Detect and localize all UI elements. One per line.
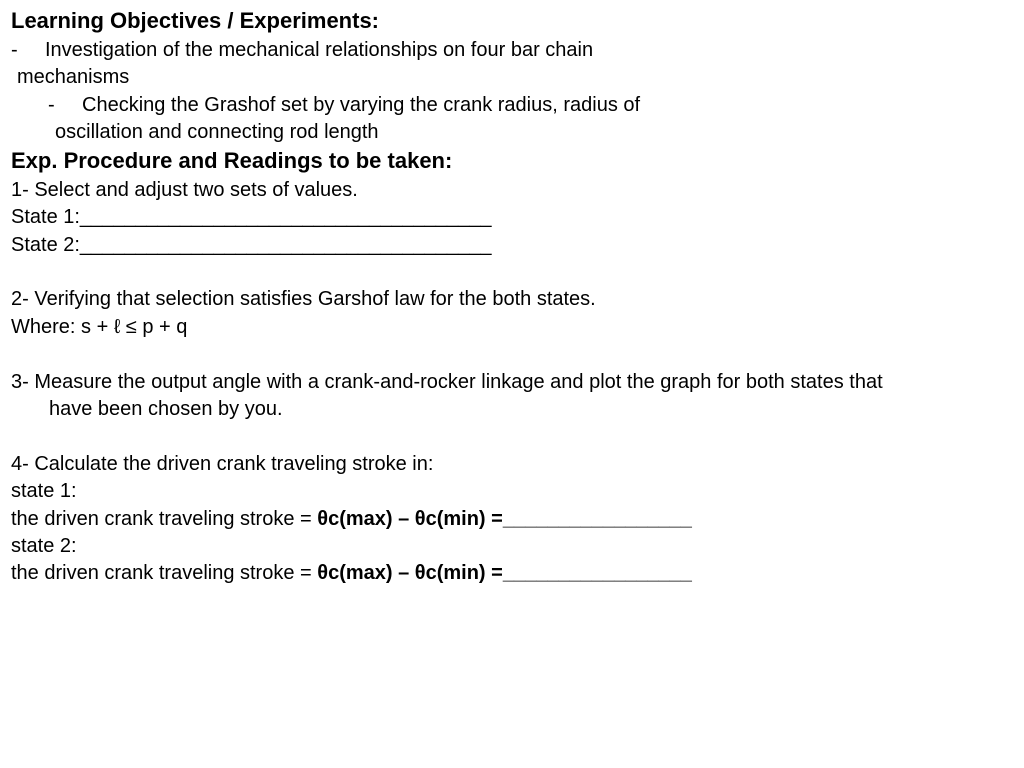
stroke-line-1 (11, 507, 692, 531)
procedure-step-3: 3- Measure the output angle with a crank-and-rocker linkage and plot the graph for both states that (11, 371, 883, 393)
bullet-marker: - (11, 39, 18, 61)
state-2-field: State 2:_____________________________________ (11, 234, 492, 256)
objective-item-2-text: Checking the Grashof set by varying the crank radius, radius of (82, 94, 641, 116)
objective-item-2 (48, 93, 640, 117)
stroke-formula-2: θc(max) – θc(min) =_________________ (317, 562, 692, 584)
sub-bullet-marker: - (48, 94, 55, 116)
procedure-step-1: 1- Select and adjust two sets of values. (11, 179, 358, 201)
objective-item-2-continued: oscillation and connecting rod length (55, 121, 379, 143)
objective-item-1-text: Investigation of the mechanical relationships on four bar chain (45, 39, 594, 61)
objectives-heading: Learning Objectives / Experiments: (11, 8, 380, 33)
state-1-label: state 1: (11, 480, 77, 502)
stroke-prefix-2: the driven crank traveling stroke = (11, 562, 318, 584)
procedure-step-4: 4- Calculate the driven crank traveling stroke in: (11, 453, 434, 475)
procedure-heading: Exp. Procedure and Readings to be taken: (11, 148, 453, 173)
state-2-label: state 2: (11, 535, 77, 557)
procedure-step-2: 2- Verifying that selection satisfies Garshof law for the both states. (11, 288, 596, 310)
objective-item-1 (11, 38, 593, 62)
procedure-step-3-continued: have been chosen by you. (49, 398, 283, 420)
stroke-prefix-1: the driven crank traveling stroke = (11, 508, 318, 530)
stroke-line-2 (11, 561, 692, 585)
grashof-condition: Where: s + ℓ ≤ p + q (11, 316, 188, 338)
state-1-field: State 1:_____________________________________ (11, 206, 492, 228)
stroke-formula-1: θc(max) – θc(min) =_________________ (317, 508, 692, 530)
objective-item-1-continued: mechanisms (17, 66, 130, 88)
